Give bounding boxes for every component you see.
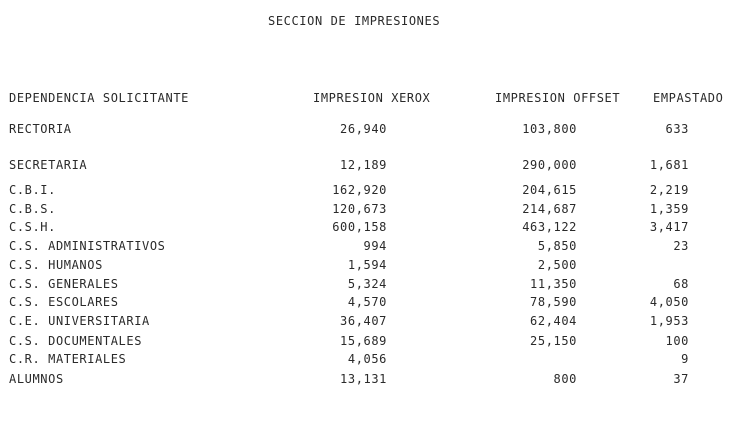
cell-dependencia: C.S. DOCUMENTALES: [9, 334, 143, 348]
column-header-xerox: IMPRESION XEROX: [313, 91, 431, 105]
cell-xerox: 1,594: [347, 258, 387, 272]
cell-empastado: 9: [681, 352, 689, 366]
cell-dependencia: C.B.I.: [9, 183, 56, 197]
cell-xerox: 4,056: [347, 352, 387, 366]
cell-offset: 2,500: [537, 258, 577, 272]
document-title: SECCION DE IMPRESIONES: [268, 14, 441, 28]
table-row: [0, 295, 746, 311]
cell-dependencia: C.S.H.: [9, 220, 56, 234]
cell-offset: 800: [553, 372, 577, 386]
cell-dependencia: RECTORIA: [9, 122, 72, 136]
table-row: [0, 158, 746, 174]
table-row: [0, 258, 746, 274]
cell-empastado: 23: [673, 239, 689, 253]
cell-empastado: 3,417: [649, 220, 689, 234]
cell-offset: 62,404: [530, 314, 577, 328]
cell-offset: 290,000: [522, 158, 577, 172]
table-row: [0, 372, 746, 388]
cell-empastado: 37: [673, 372, 689, 386]
cell-offset: 5,850: [537, 239, 577, 253]
table-row: [0, 122, 746, 138]
cell-offset: 25,150: [530, 334, 577, 348]
column-header-offset: IMPRESION OFFSET: [495, 91, 621, 105]
table-row: [0, 202, 746, 218]
cell-xerox: 120,673: [332, 202, 387, 216]
cell-xerox: 5,324: [347, 277, 387, 291]
cell-dependencia: C.B.S.: [9, 202, 56, 216]
cell-xerox: 994: [363, 239, 387, 253]
cell-offset: 103,800: [522, 122, 577, 136]
cell-dependencia: C.S. ADMINISTRATIVOS: [9, 239, 166, 253]
cell-empastado: 1,953: [649, 314, 689, 328]
table-row: [0, 220, 746, 236]
cell-dependencia: C.R. MATERIALES: [9, 352, 127, 366]
cell-empastado: 68: [673, 277, 689, 291]
cell-dependencia: SECRETARIA: [9, 158, 88, 172]
cell-dependencia: C.S. HUMANOS: [9, 258, 103, 272]
cell-xerox: 600,158: [332, 220, 387, 234]
cell-empastado: 633: [665, 122, 689, 136]
table-row: [0, 239, 746, 255]
cell-offset: 214,687: [522, 202, 577, 216]
cell-empastado: 2,219: [649, 183, 689, 197]
column-header-empastado: EMPASTADO: [653, 91, 724, 105]
cell-offset: 463,122: [522, 220, 577, 234]
cell-dependencia: C.S. GENERALES: [9, 277, 119, 291]
table-row: [0, 277, 746, 293]
cell-xerox: 13,131: [340, 372, 387, 386]
cell-xerox: 4,570: [347, 295, 387, 309]
table-row: [0, 352, 746, 368]
cell-xerox: 15,689: [340, 334, 387, 348]
cell-xerox: 12,189: [340, 158, 387, 172]
cell-empastado: 100: [665, 334, 689, 348]
cell-offset: 204,615: [522, 183, 577, 197]
table-row: [0, 183, 746, 199]
table-row: [0, 334, 746, 350]
cell-dependencia: C.S. ESCOLARES: [9, 295, 119, 309]
cell-offset: 78,590: [530, 295, 577, 309]
column-header-dependencia: DEPENDENCIA SOLICITANTE: [9, 91, 189, 105]
cell-empastado: 1,359: [649, 202, 689, 216]
cell-xerox: 36,407: [340, 314, 387, 328]
cell-xerox: 162,920: [332, 183, 387, 197]
cell-xerox: 26,940: [340, 122, 387, 136]
cell-empastado: 4,050: [649, 295, 689, 309]
cell-empastado: 1,681: [649, 158, 689, 172]
cell-dependencia: ALUMNOS: [9, 372, 64, 386]
cell-dependencia: C.E. UNIVERSITARIA: [9, 314, 150, 328]
table-row: [0, 314, 746, 330]
cell-offset: 11,350: [530, 277, 577, 291]
